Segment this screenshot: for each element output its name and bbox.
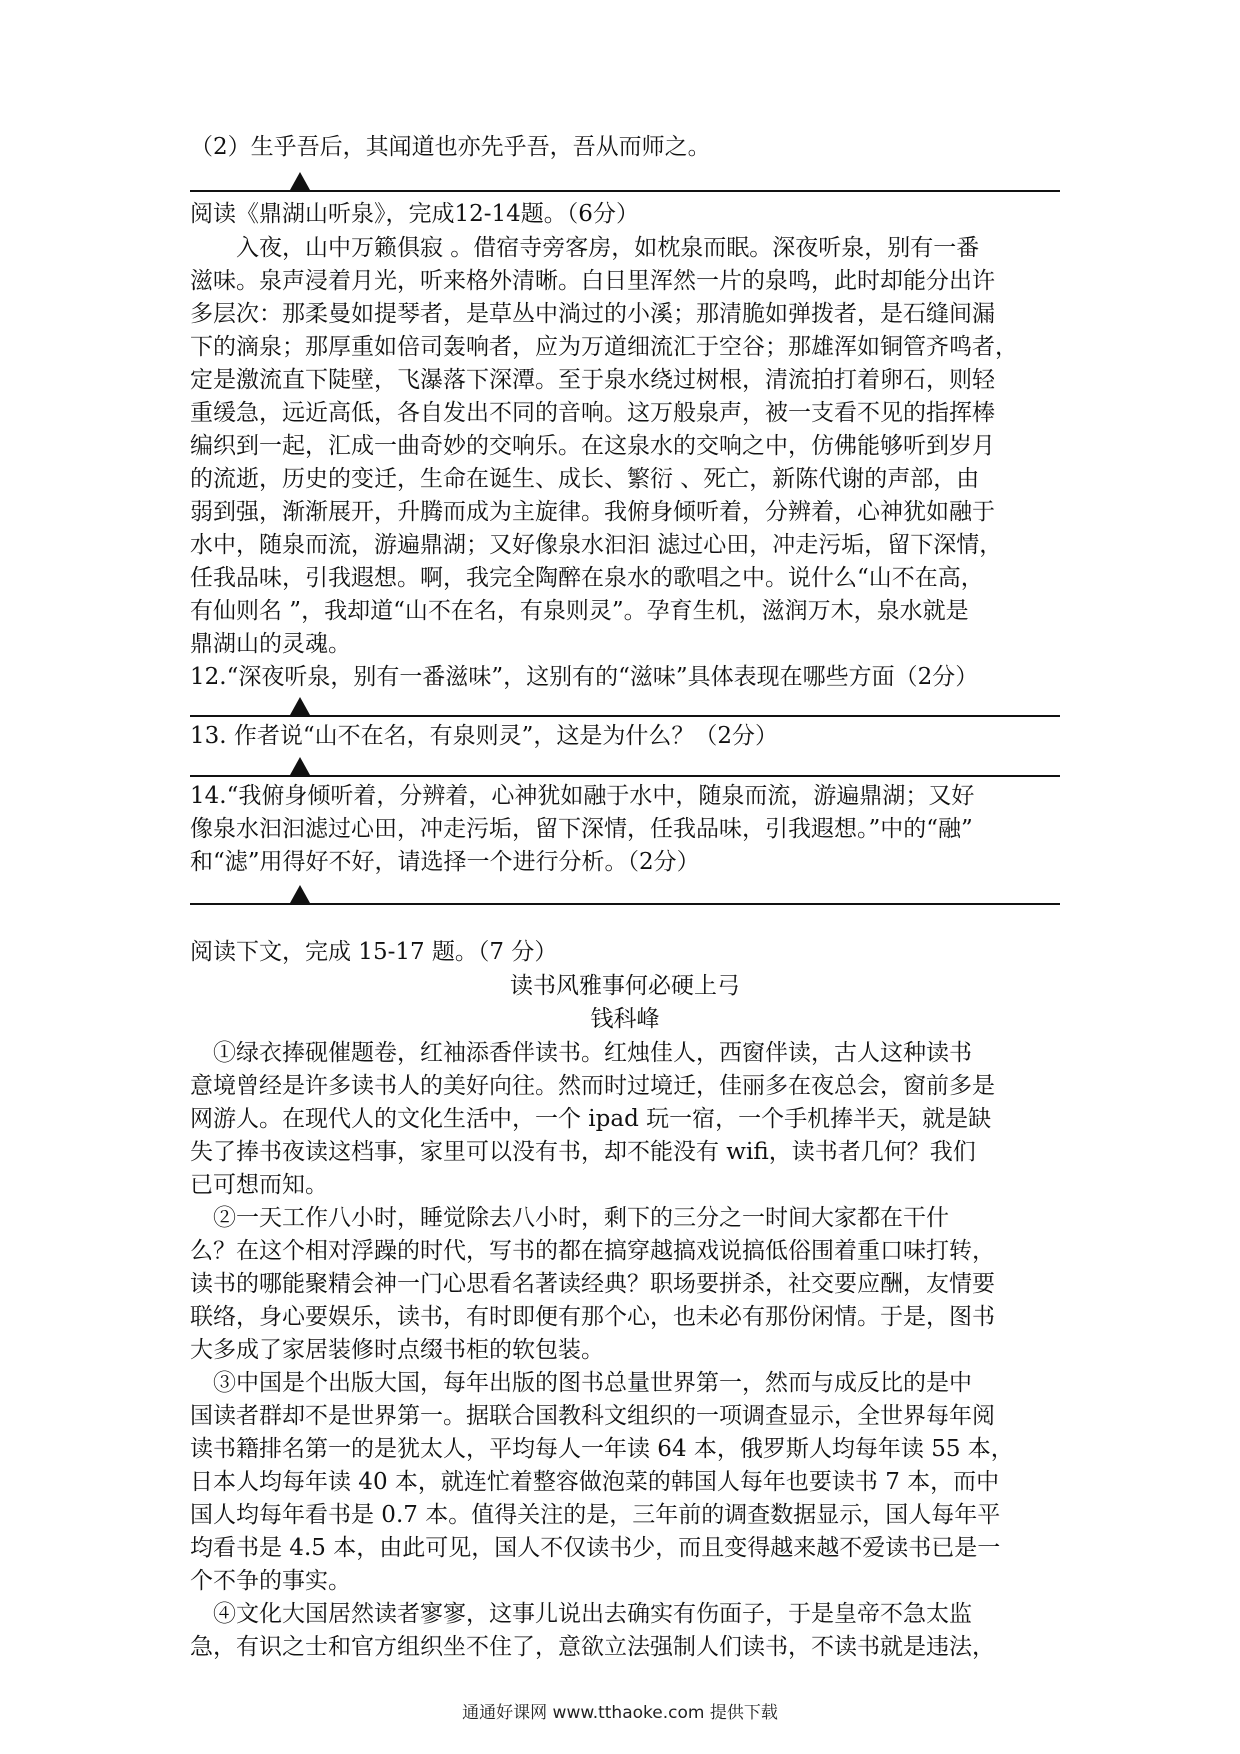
passage-1-line: 定是激流直下陡壁，飞瀑落下深潭。至于泉水绕过树根，清流拍打着卵石，则轻 — [190, 367, 995, 393]
answer-line[interactable] — [190, 170, 1060, 192]
article-title: 读书风雅事何必硬上弓 — [510, 973, 740, 999]
article-line: 日本人均每年读 40 本，就连忙着整容做泡菜的韩国人每年也要读书 7 本，而中 — [190, 1469, 1000, 1495]
article-line: 联络，身心要娱乐，读书，有时即便有那个心，也未必有那份闲情。于是，图书 — [190, 1304, 995, 1330]
article-line: ④文化大国居然读者寥寥，这事儿说出去确实有伤面子，于是皇帝不急太监 — [190, 1601, 972, 1627]
article-line: ③中国是个出版大国，每年出版的图书总量世界第一，然而与成反比的是中 — [190, 1370, 972, 1396]
article-line: 国读者群却不是世界第一。据联合国教科文组织的一项调查显示，全世界每年阅 — [190, 1403, 995, 1429]
question-13: 13. 作者说“山不在名，有泉则灵”，这是为什么？（2分） — [190, 723, 779, 749]
passage-1-line: 鼎湖山的灵魂。 — [190, 631, 351, 657]
answer-line[interactable] — [190, 883, 1060, 905]
article-line: 大多成了家居装修时点缀书柜的软包装。 — [190, 1337, 604, 1363]
article-line: 均看书是 4.5 本，由此可见，国人不仅读书少，而且变得越来越不爱读书已是一 — [190, 1535, 1001, 1561]
article-line: 已可想而知。 — [190, 1172, 328, 1198]
passage-1-line: 滋味。泉声浸着月光，听来格外清晰。白日里浑然一片的泉鸣，此时却能分出许 — [190, 268, 995, 294]
passage-1-line: 多层次：那柔曼如提琴者，是草丛中淌过的小溪；那清脆如弹拨者，是石缝间漏 — [190, 301, 995, 327]
article-line: 急，有识之士和官方组织坐不住了，意欲立法强制人们读书，不读书就是违法， — [190, 1634, 995, 1660]
triangle-marker-icon — [290, 172, 310, 190]
footer-source: 通通好课网 www.tthaoke.com 提供下载 — [462, 1703, 778, 1723]
article-line: 读书籍排名第一的是犹太人，平均每人一年读 64 本，俄罗斯人均每年读 55 本， — [190, 1436, 1014, 1462]
passage-1-line: 弱到强，渐渐展开，升腾而成为主旋律。我俯身倾听着，分辨着，心神犹如融于 — [190, 499, 995, 525]
question-11-item-2: （2）生乎吾后，其闻道也亦先乎吾，吾从而师之。 — [190, 134, 711, 160]
question-14-line: 14.“我俯身倾听着，分辨着，心神犹如融于水中，随泉而流，游遍鼎湖；又好 — [190, 783, 975, 809]
article-line: ②一天工作八小时，睡觉除去八小时，剩下的三分之一时间大家都在干什 — [190, 1205, 949, 1231]
question-14-line: 和“滤”用得好不好，请选择一个进行分析。（2分） — [190, 849, 700, 875]
article-line: 个不争的事实。 — [190, 1568, 351, 1594]
section-2-instruction: 阅读下文，完成 15-17 题。（7 分） — [190, 939, 558, 965]
article-line: 意境曾经是许多读书人的美好向往。然而时过境迁，佳丽多在夜总会，窗前多是 — [190, 1073, 995, 1099]
passage-1-line: 重缓急，远近高低，各自发出不同的音响。这万般泉声，被一支看不见的指挥棒 — [190, 400, 995, 426]
article-line: 么？在这个相对浮躁的时代，写书的都在搞穿越搞戏说搞低俗围着重口味打转， — [190, 1238, 995, 1264]
passage-1-line: 的流逝，历史的变迁，生命在诞生、成长、繁衍 、死亡，新陈代谢的声部，由 — [190, 466, 980, 492]
answer-line[interactable] — [190, 755, 1060, 777]
passage-1-line: 任我品味，引我遐想。啊，我完全陶醉在泉水的歌唱之中。说什么“山不在高， — [190, 565, 984, 591]
passage-1-line: 下的滴泉；那厚重如倍司轰响者，应为万道细流汇于空谷；那雄浑如铜管齐鸣者， — [190, 334, 1018, 360]
article-line: 失了捧书夜读这档事，家里可以没有书，却不能没有 wifi，读书者几何？我们 — [190, 1139, 976, 1165]
article-line: ①绿衣捧砚催题卷，红袖添香伴读书。红烛佳人，西窗伴读，古人这种读书 — [190, 1040, 972, 1066]
triangle-marker-icon — [290, 885, 310, 903]
question-12: 12.“深夜听泉，别有一番滋味”，这别有的“滋味”具体表现在哪些方面（2分） — [190, 664, 979, 690]
triangle-marker-icon — [290, 757, 310, 775]
question-14-line: 像泉水汩汩滤过心田，冲走污垢，留下深情，任我品味，引我遐想。”中的“融” — [190, 816, 973, 842]
passage-1-line: 编织到一起，汇成一曲奇妙的交响乐。在这泉水的交响之中，仿佛能够听到岁月 — [190, 433, 995, 459]
passage-1-line: 水中，随泉而流，游遍鼎湖；又好像泉水汩汩 滤过心田，冲走污垢，留下深情， — [190, 532, 1003, 558]
article-author: 钱科峰 — [590, 1006, 660, 1032]
article-line: 读书的哪能聚精会神一门心思看名著读经典？职场要拼杀，社交要应酬，友情要 — [190, 1271, 995, 1297]
article-line: 网游人。在现代人的文化生活中，一个 ipad 玩一宿，一个手机捧半天，就是缺 — [190, 1106, 992, 1132]
passage-1-line: 有仙则名 ”，我却道“山不在名，有泉则灵”。孕育生机，滋润万木，泉水就是 — [190, 598, 969, 624]
passage-1-line: 入夜，山中万籁俱寂 。借宿寺旁客房，如枕泉而眠。深夜听泉，别有一番 — [190, 235, 980, 261]
article-line: 国人均每年看书是 0.7 本。值得关注的是，三年前的调查数据显示，国人每年平 — [190, 1502, 1001, 1528]
triangle-marker-icon — [290, 697, 310, 715]
section-1-instruction: 阅读《鼎湖山听泉》，完成12-14题。（6分） — [190, 201, 639, 227]
answer-line[interactable] — [190, 695, 1060, 717]
